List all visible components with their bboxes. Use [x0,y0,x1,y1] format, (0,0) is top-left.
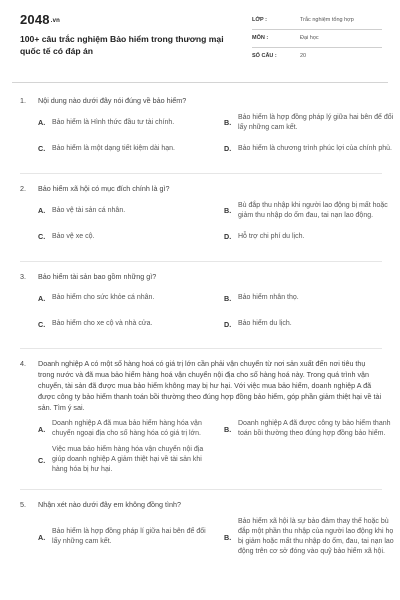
question-item [20,96,394,174]
question-header [20,359,382,413]
option-item[interactable] [224,201,396,221]
option-text: Bảo hiểm nhân thọ. [238,294,299,302]
option-item[interactable] [38,227,210,247]
site-logo[interactable] [20,12,60,27]
question-list [20,96,394,581]
option-letter: D. [224,319,232,329]
meta-row-class [252,12,382,30]
option-letter: D. [224,144,232,154]
question-number: 3. [20,271,26,281]
option-letter: C. [38,144,46,154]
option-text: Bù đắp thu nhập khi người lao động bị mất hoặc giảm thu nhập do ốm đau, tai nạn lao động. [238,201,388,219]
meta-label: MÔN : [252,35,269,41]
logo-suffix: .vn [50,18,61,24]
question-number: 2. [20,183,26,193]
option-text: Bảo hiểm xã hội là sự bảo đảm thay thế hoặc bù đắp một phần thu nhập của người lao động khi họ bị giảm hoặc mất thu nhập do ốm, đau, tai nạn lao động trên cơ sở đóng vào quỹ bảo hiểm xã hội. [238,518,394,556]
meta-label: SỐ CÂU : [252,53,277,59]
option-item[interactable] [38,201,210,221]
option-letter: B. [224,424,232,434]
option-letter: B. [224,118,232,128]
option-letter: A. [38,206,46,216]
option-list [20,201,388,247]
option-letter: C. [38,232,46,242]
option-list [20,517,394,557]
meta-label: LỚP : [252,17,267,23]
meta-row-subject [252,30,382,48]
document-title: 100+ câu trắc nghiệm Bảo hiểm trong thương mại quốc tế có đáp án [20,34,224,56]
option-item[interactable] [224,517,396,557]
option-text: Bảo hiểm là hợp đồng pháp lý giữa hai bên để đổi lấy những cam kết. [238,113,394,131]
question-header [20,96,382,107]
question-number: 1. [20,96,26,105]
question-item [20,272,382,350]
question-text: Nội dung nào dưới đây nói đúng về bảo hiểm? [38,96,187,105]
option-letter: B. [224,532,232,542]
option-letter: B. [224,293,232,303]
option-item[interactable] [224,139,396,159]
option-letter: C. [38,319,46,329]
meta-value: 20 [300,53,307,59]
question-item [20,500,394,571]
question-header [20,184,382,195]
meta-row-question-count [252,48,382,66]
option-item[interactable] [38,419,210,439]
meta-value: Trắc nghiệm tổng hợp [300,17,354,23]
option-item[interactable] [224,227,396,247]
option-letter: D. [224,232,232,242]
option-item[interactable] [224,288,396,308]
option-item[interactable] [38,314,210,334]
question-item [20,183,388,262]
option-item[interactable] [38,445,210,475]
option-letter: C. [38,455,46,465]
option-item[interactable] [224,113,396,133]
option-item[interactable] [38,517,210,557]
option-text: Bảo hiểm là một dạng tiết kiệm dài hạn. [52,144,175,152]
option-letter: B. [224,206,232,216]
option-letter: A. [38,118,46,128]
question-text: Nhận xét nào dưới đây em không đồng tình? [38,500,181,510]
option-letter: A. [38,424,46,434]
question-number: 5. [20,500,26,510]
question-text: Bảo hiểm xã hội có mục đích chính là gì? [38,183,170,193]
option-text: Bảo hiểm là chương trình phúc lợi của chính phủ. [238,144,392,152]
option-list [20,288,382,334]
question-header [20,500,382,511]
option-item[interactable] [38,139,210,159]
meta-value: Đại học [300,35,319,41]
option-text: Bảo hiểm là hợp đồng pháp lí giữa hai bên để đổi lấy những cam kết. [52,528,206,546]
option-letter: A. [38,293,46,303]
option-text: Doanh nghiệp A đã mua bảo hiểm hàng hóa vận chuyển ngoại địa cho số hàng hóa có giá trị lớn. [52,420,202,438]
logo-text: 2048 [20,12,50,27]
option-item[interactable] [224,314,396,334]
question-text: Doanh nghiệp A có một số hàng hoá có giá trị lớn cần phải vận chuyển từ nơi sản xuất đến nơi tiêu thụ trong nước và đã mua bảo hiểm hàng hoá vận chuyển nội địa cho số hàng hoá này. Trong quá trình vận chuyển, tài sản đã được mua bảo hiểm không may bị hư hại. Với việc mua bảo hiểm, doanh nghiệp A đã được công ty bảo hiểm thanh toán bồi thường theo đúng hợp đồng bảo hiểm, góp phần giảm thiệt hại về tài sản. Tìm ý sai. [38,359,382,412]
option-text: Bảo hiểm là Hình thức đầu tư tài chính. [52,118,175,126]
option-text: Hỗ trợ chi phí du lịch. [238,232,305,240]
option-text: Doanh nghiệp A đã được công ty bảo hiểm thanh toán bồi thường theo đúng hợp đồng bảo hiểm. [238,420,391,438]
option-letter: A. [38,532,46,542]
question-item [20,359,391,490]
question-header [20,272,382,283]
option-list [20,419,391,475]
header-divider [12,82,388,83]
question-text: Bảo hiểm tài sản bao gồm những gì? [38,271,157,281]
option-item[interactable] [224,419,396,439]
document-meta [252,12,382,66]
option-text: Bảo hiểm du lịch. [238,320,292,328]
document-header [20,12,382,70]
option-text: Bảo hiểm cho xe cộ và nhà cửa. [52,320,153,328]
option-item[interactable] [38,113,210,133]
option-text: Bảo vệ xe cộ. [52,232,95,240]
option-list [20,113,394,159]
option-text: Việc mua bảo hiểm hàng hóa vận chuyển nội địa giúp doanh nghiệp A giảm thiệt hại về tài sản khi hàng hóa bị hư hại. [52,446,204,474]
option-item[interactable] [38,288,210,308]
option-text: Bảo hiểm cho sức khỏe cá nhân. [52,294,155,302]
question-number: 4. [20,359,26,369]
option-text: Bảo vệ tài sản cá nhân. [52,206,126,214]
